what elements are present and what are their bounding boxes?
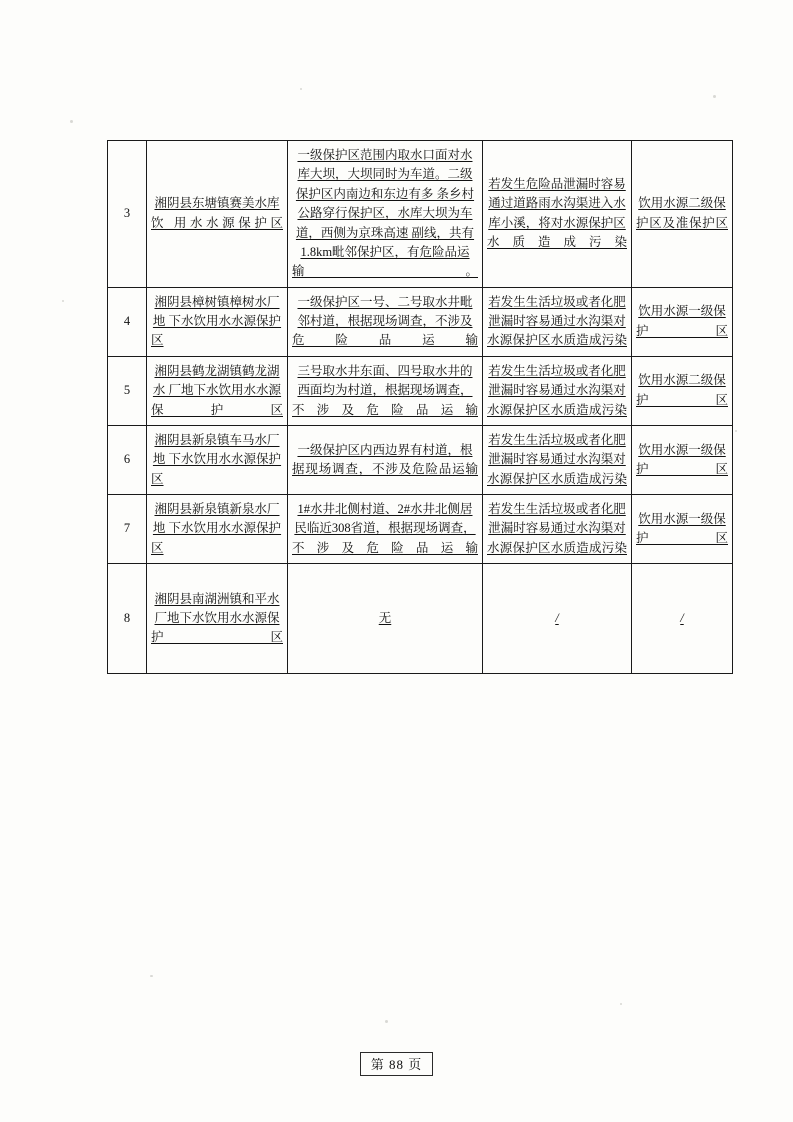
row-index: 4: [108, 287, 147, 356]
row-source-name: 湘阴县樟树镇樟树水厂地 下水饮用水水源保护区: [147, 287, 288, 356]
row-zone: 饮用水源二级保护区及准保护区: [632, 141, 733, 288]
row-risk: 若发生生活垃圾或者化肥泄漏时容易通过水沟渠对水源保护区水质造成污染: [483, 425, 632, 494]
row-source-name: 湘阴县鹤龙湖镇鹤龙湖水 厂地下水饮用水水源保护区: [147, 356, 288, 425]
row-index: 8: [108, 564, 147, 674]
table-row: [108, 141, 733, 288]
scan-speckle: [735, 430, 737, 432]
row-zone: 饮用水源一级保护区: [632, 287, 733, 356]
table-body: [108, 141, 733, 674]
scan-speckle: [300, 88, 302, 90]
row-description: 三号取水井东面、四号取水井的西面均为村道，根据现场调查，不涉及危险品运输: [288, 356, 483, 425]
scan-speckle: [385, 1020, 388, 1023]
row-zone: 饮用水源二级保护区: [632, 356, 733, 425]
page-footer: [0, 1052, 793, 1076]
row-description: 1#水井北侧村道、2#水井北侧居民临近308省道，根据现场调查，不涉及危险品运输: [288, 495, 483, 564]
row-risk: 若发生生活垃圾或者化肥泄漏时容易通过水沟渠对水源保护区水质造成污染: [483, 495, 632, 564]
row-source-name: 湘阴县新泉镇新泉水厂 地 下水饮用水水源保护区: [147, 495, 288, 564]
page-number: 第 88 页: [360, 1052, 434, 1076]
row-risk: 若发生生活垃圾或者化肥泄漏时容易通过水沟渠对水源保护区水质造成污染: [483, 287, 632, 356]
row-zone: 饮用水源一级保护区: [632, 495, 733, 564]
row-zone: /: [632, 564, 733, 674]
table-row: [108, 564, 733, 674]
row-index: 5: [108, 356, 147, 425]
table-row: [108, 356, 733, 425]
row-description: 一级保护区范围内取水口面对水库大坝，大坝同时为车道。二级保护区内南边和东边有多 条乡村公路穿行保护区，水库大坝为车道，西侧为京珠高速 副线，共有1.8km毗邻保护区，有危险品运输。: [288, 141, 483, 288]
scan-speckle: [620, 1003, 622, 1005]
water-source-protection-table: [107, 140, 733, 674]
row-index: 6: [108, 425, 147, 494]
row-index: 3: [108, 141, 147, 288]
row-description: 无: [288, 564, 483, 674]
table-row: [108, 425, 733, 494]
table-row: [108, 287, 733, 356]
table-row: [108, 495, 733, 564]
scan-speckle: [70, 120, 73, 123]
scan-speckle: [150, 975, 153, 977]
row-risk: 若发生生活垃圾或者化肥泄漏时容易通过水沟渠对水源保护区水质造成污染: [483, 356, 632, 425]
row-risk: /: [483, 564, 632, 674]
row-description: 一级保护区内西边界有村道，根据现场调查，不涉及危险品运输: [288, 425, 483, 494]
scan-speckle: [62, 300, 64, 302]
row-zone: 饮用水源一级保护区: [632, 425, 733, 494]
row-description: 一级保护区一号、二号取水井毗邻村道，根据现场调查，不涉及危险品运输: [288, 287, 483, 356]
row-source-name: 湘阴县新泉镇车马水厂 地 下水饮用水水源保护区: [147, 425, 288, 494]
row-index: 7: [108, 495, 147, 564]
row-source-name: 湘阴县南湖洲镇和平水厂地下水饮用水水源保护区: [147, 564, 288, 674]
row-risk: 若发生危险品泄漏时容易通过道路雨水沟渠进入水库小溪，将对水源保护区水质造成污染: [483, 141, 632, 288]
scan-speckle: [713, 95, 716, 98]
row-source-name: 湘阴县东塘镇赛美水库饮 用水水源保护区: [147, 141, 288, 288]
